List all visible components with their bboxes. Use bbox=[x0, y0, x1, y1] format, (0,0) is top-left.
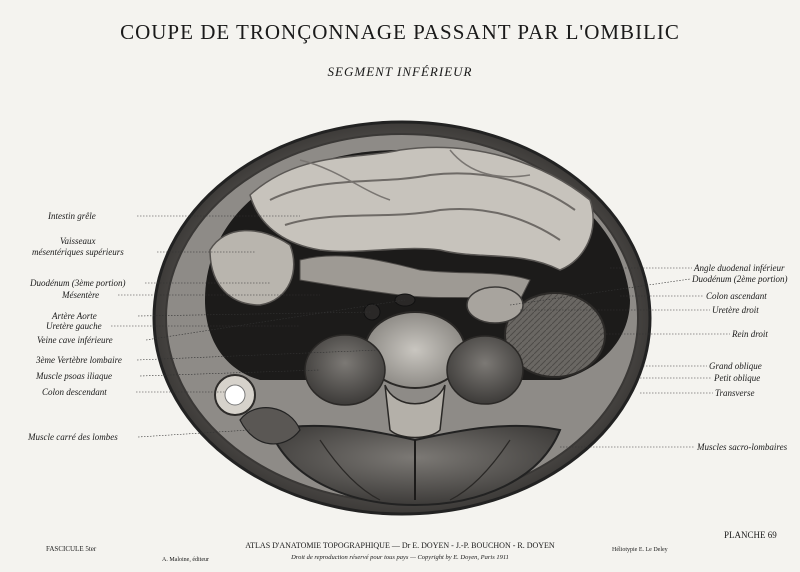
label-colon-descendant: Colon descendant bbox=[42, 387, 107, 397]
label-uretere-droit: Uretère droit bbox=[712, 305, 759, 315]
label-sacro-lombaires: Muscles sacro-lombaires bbox=[697, 442, 788, 452]
footer-rights: Droit de reproduction réservé pour tous pays — Copyright by E. Doyen, Paris 1911 bbox=[291, 554, 509, 561]
footer-fascicule: FASCICULE 5ter bbox=[46, 545, 97, 553]
label-carre-lombes: Muscle carré des lombes bbox=[28, 432, 118, 442]
label-psoas: Muscle psoas iliaque bbox=[36, 371, 112, 381]
label-veine-cave: Veine cave inférieure bbox=[37, 335, 113, 345]
footer-editor: A. Maloine, éditeur bbox=[162, 557, 209, 563]
label-intestin-grele: Intestin grêle bbox=[48, 211, 96, 221]
psoas-right bbox=[447, 336, 523, 404]
label-vaisseaux: Vaisseaux bbox=[60, 236, 96, 246]
page-title: COUPE DE TRONÇONNAGE PASSANT PAR L'OMBILIC bbox=[120, 20, 680, 44]
label-duodenum-3: Duodénum (3ème portion) bbox=[30, 278, 126, 288]
label-petit-oblique: Petit oblique bbox=[714, 373, 761, 383]
label-vertebre: 3ème Vertèbre lombaire bbox=[36, 355, 122, 365]
footer-atlas: ATLAS D'ANATOMIE TOPOGRAPHIQUE — Dr E. DOYEN - J.-P. BOUCHON - R. DOYEN bbox=[245, 541, 555, 550]
footer-printer: Héliotypie E. Le Deley bbox=[612, 547, 668, 553]
label-rein-droit: Rein droit bbox=[732, 329, 768, 339]
label-angle-duodenal: Angle duodenal inférieur bbox=[694, 263, 785, 273]
label-uretere-gauche: Uretère gauche bbox=[46, 321, 102, 331]
label-colon-ascendant: Colon ascendant bbox=[706, 291, 767, 301]
label-artere-aorte: Artère Aorte bbox=[52, 311, 97, 321]
duodenum bbox=[467, 287, 523, 323]
label-duodenum-2: Duodénum (2ème portion) bbox=[692, 274, 788, 284]
footer-planche: PLANCHE 69 bbox=[724, 530, 777, 540]
label-transverse: Transverse bbox=[715, 388, 755, 398]
label-mesentere: Mésentère bbox=[62, 290, 100, 300]
label-mesenteriques: mésentériques supérieurs bbox=[32, 247, 124, 257]
page-subtitle: SEGMENT INFÉRIEUR bbox=[327, 64, 473, 79]
label-grand-oblique: Grand oblique bbox=[709, 361, 762, 371]
